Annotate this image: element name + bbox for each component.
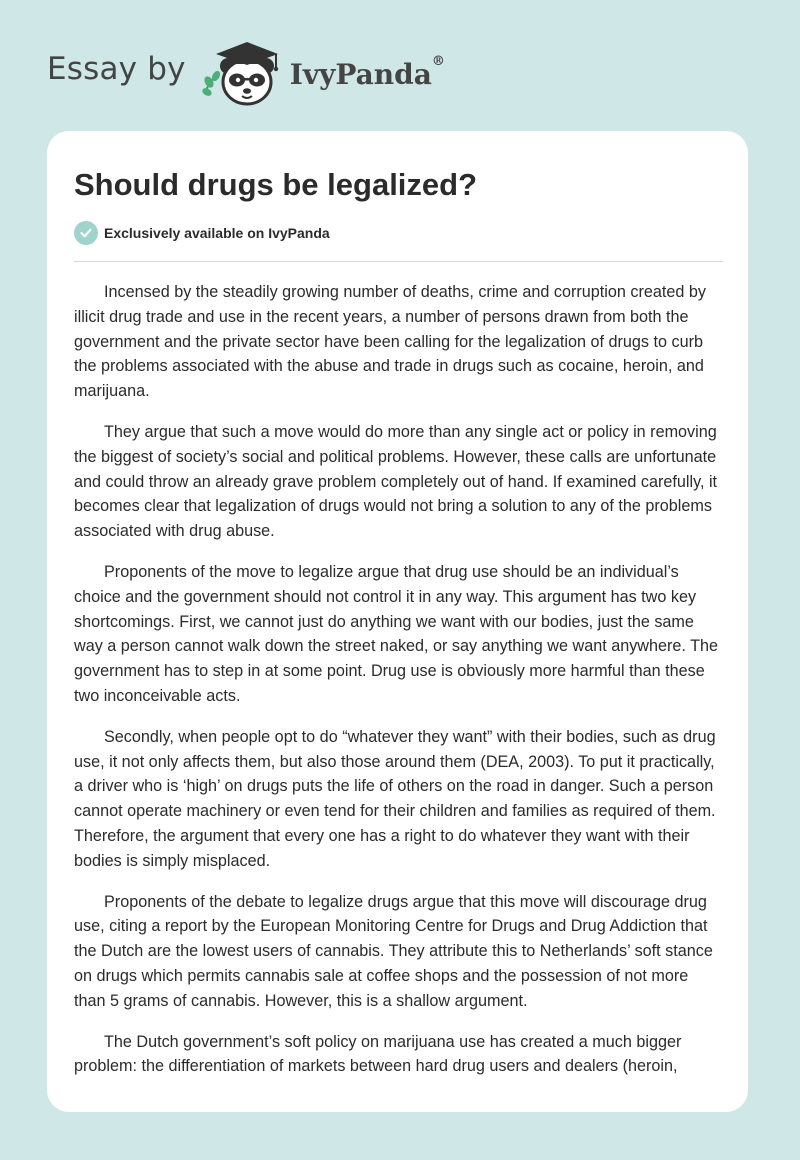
divider xyxy=(74,261,723,262)
paragraph: They argue that such a move would do more than any single act or policy in removing the biggest of society’s social and political problems. However, these calls are unfortunate and could throw an already grave problem completely out of hand. If examined carefully, it becomes clear that legalization of drugs would not bring a solution to any of the problems associated with drug abuse. xyxy=(74,422,718,541)
paragraph: Secondly, when people opt to do “whatever they want” with their bodies, such as drug use, it not only affects them, but also those around them (DEA, 2003). To put it practically, a driver who is ‘high’ on drugs puts the life of others on the road in danger. Such a person cannot operate machinery or even tend for their children and families as required of them. Therefore, the argument that every one has a right to do whatever they want with their bodies is simply misplaced. xyxy=(74,727,716,870)
paragraph: Proponents of the debate to legalize drugs argue that this move will discourage drug use, citing a report by the European Monitoring Centre for Drugs and Drug Addiction that the Dutch are the lowest users of cannabis. They attribute this to Netherlands’ soft stance on drugs which permits cannabis sale at coffee shops and the possession of not more than 5 grams of cannabis. However, this is a shallow argument. xyxy=(74,892,713,1010)
checkmark-icon xyxy=(74,221,98,245)
essay-by-label: Essay by xyxy=(47,51,186,87)
exclusive-badge xyxy=(74,221,330,245)
paragraph: Proponents of the move to legalize argue that drug use should be an individual’s choice and the government should not control it in any way. This argument has two key shortcomings. First, we cannot just do anything we want with our bodies, just the same way a person cannot walk down the street naked, or say anything we want anywhere. The government has to step in at some point. Drug use is obviously more harmful than these two inconceivable acts. xyxy=(74,562,718,705)
ivypanda-logo-icon[interactable] xyxy=(200,38,286,108)
paragraph: The Dutch government’s soft policy on marijuana use has created a much bigger problem: the differentiation of markets between hard drug users and dealers (heroin, xyxy=(74,1032,682,1076)
exclusive-badge-label: Exclusively available on IvyPanda xyxy=(104,225,330,241)
essay-card xyxy=(47,131,748,1112)
paragraph: Incensed by the steadily growing number of deaths, crime and corruption created by illicit drug trade and use in the recent years, a number of persons drawn from both the government and the private sector have been calling for the legalization of drugs to curb the problems associated with the abuse and trade in drugs such as cocaine, heroin, and marijuana. xyxy=(74,283,706,401)
essay-body xyxy=(74,280,724,1095)
brand-label: IvyPanda xyxy=(289,57,432,91)
registered-mark: ® xyxy=(431,53,445,69)
brand-name[interactable] xyxy=(289,53,445,91)
site-header xyxy=(47,38,445,108)
page-title: Should drugs be legalized? xyxy=(74,167,478,202)
